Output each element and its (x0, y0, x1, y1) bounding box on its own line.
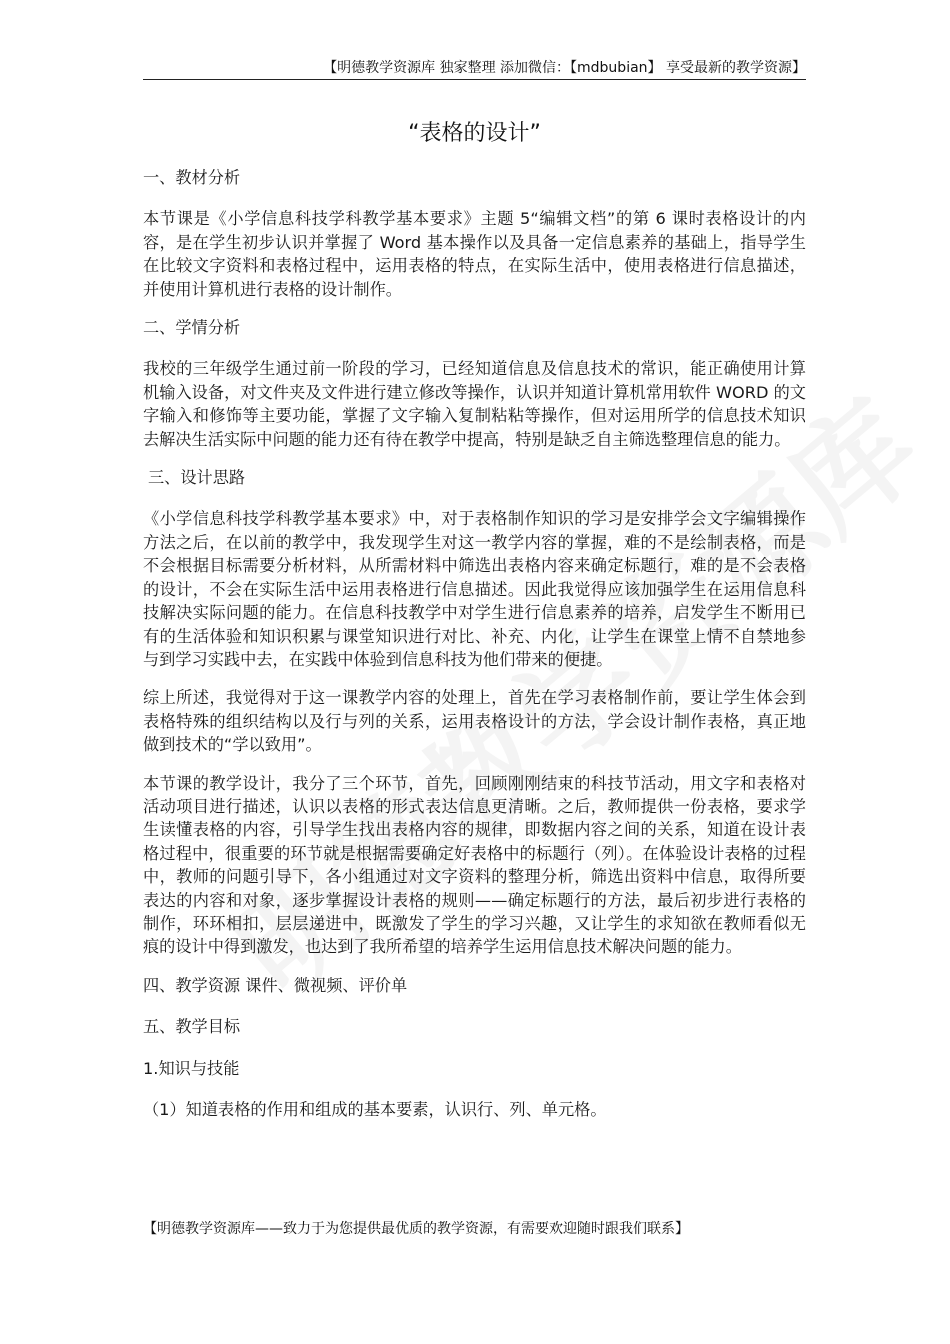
paragraph-textbook-analysis: 本节课是《小学信息科技学科教学基本要求》主题 5“编辑文档”的第 6 课时表格设计的内容，是在学生初步认识并掌握了 Word 基本操作以及具备一定信息素养的基础上，指导学生在比较文字资料和表格过程中，运用表格的特点，在实际生活中，使用表格进行信息描述，并使用计算机进行表格的设计制作。 (143, 209, 806, 299)
page-footer: 【明德教学资源库——致力于为您提供最优质的教学资源，有需要欢迎随时跟我们联系】 (143, 1221, 689, 1237)
section-heading-learner-analysis: 二、学情分析 (143, 318, 241, 338)
header-divider (143, 79, 806, 80)
section-heading-teaching-resources: 四、教学资源 课件、微视频、评价单 (143, 975, 408, 995)
document-body (143, 166, 806, 1139)
section-heading-textbook-analysis: 一、教材分析 (143, 168, 241, 187)
section-heading-teaching-objectives: 五、教学目标 (143, 1017, 241, 1037)
section-heading-design-ideas: 三、设计思路 (148, 468, 246, 488)
paragraph-learner-analysis: 我校的三年级学生通过前一阶段的学习，已经知道信息及信息技术的常识，能正确使用计算机输入设备，对文件夹及文件进行建立修改等操作，认识并知道计算机常用软件 WORD 的文字输入和修饰等主要功能，掌握了文字输入复制粘粘等操作，但对运用所学的信息技术知识去解决生活实际中问题的能力还有待在教学中提高，特别是缺乏自主筛选整理信息的能力。 (143, 359, 806, 449)
paragraph-design-ideas-3: 本节课的教学设计，我分了三个环节，首先，回顾刚刚结束的科技节活动，用文字和表格对活动项目进行描述，认识以表格的形式表达信息更清晰。之后，教师提供一份表格，要求学生读懂表格的内容，引导学生找出表格内容的规律，即数据内容之间的关系，知道在设计表格过程中，很重要的环节就是根据需要确定好表格中的标题行（列）。在体验设计表格的过程中，教师的问题引导下，各小组通过对文字资料的整理分析，筛选出资料中信息，取得所要表达的内容和对象，逐步掌握设计表格的规则——确定标题行的方法，最后初步进行表格的制作，环环相扣，层层递进中，既激发了学生的学习兴趣，又让学生的求知欲在教师看似无痕的设计中得到激发，也达到了我所希望的培养学生运用信息技术解决问题的能力。 (143, 773, 806, 957)
page-header: 【明德教学资源库 独家整理 添加微信：【mdbubian】 享受最新的教学资源】 (323, 60, 806, 76)
objective-item-1: （1）知道表格的作用和组成的基本要素，认识行、列、单元格。 (143, 1100, 607, 1119)
document-title: “表格的设计” (408, 121, 541, 146)
subheading-knowledge-skills: 1.知识与技能 (143, 1058, 240, 1078)
paragraph-design-ideas-2: 综上所述，我觉得对于这一课教学内容的处理上，首先在学习表格制作前，要让学生体会到表格特殊的组织结构以及行与列的关系，运用表格设计的方法，学会设计制作表格，真正地做到技术的“学以致用”。 (143, 688, 806, 755)
paragraph-design-ideas-1: 《小学信息科技学科教学基本要求》中，对于表格制作知识的学习是安排学会文字编辑操作方法之后，在以前的教学中，我发现学生对这一教学内容的掌握，难的不是绘制表格，而是不会根据目标需要分析材料，从所需材料中筛选出表格内容来确定标题行，难的是不会表格的设计，不会在实际生活中运用表格进行信息描述。因此我觉得应该加强学生在运用信息科技解决实际问题的能力。在信息科技教学中对学生进行信息素养的培养，启发学生不断用已有的生活体验和知识积累与课堂知识进行对比、补充、内化，让学生在课堂上情不自禁地参与到学习实践中去，在实践中体验到信息科技为他们带来的便捷。 (143, 509, 806, 669)
